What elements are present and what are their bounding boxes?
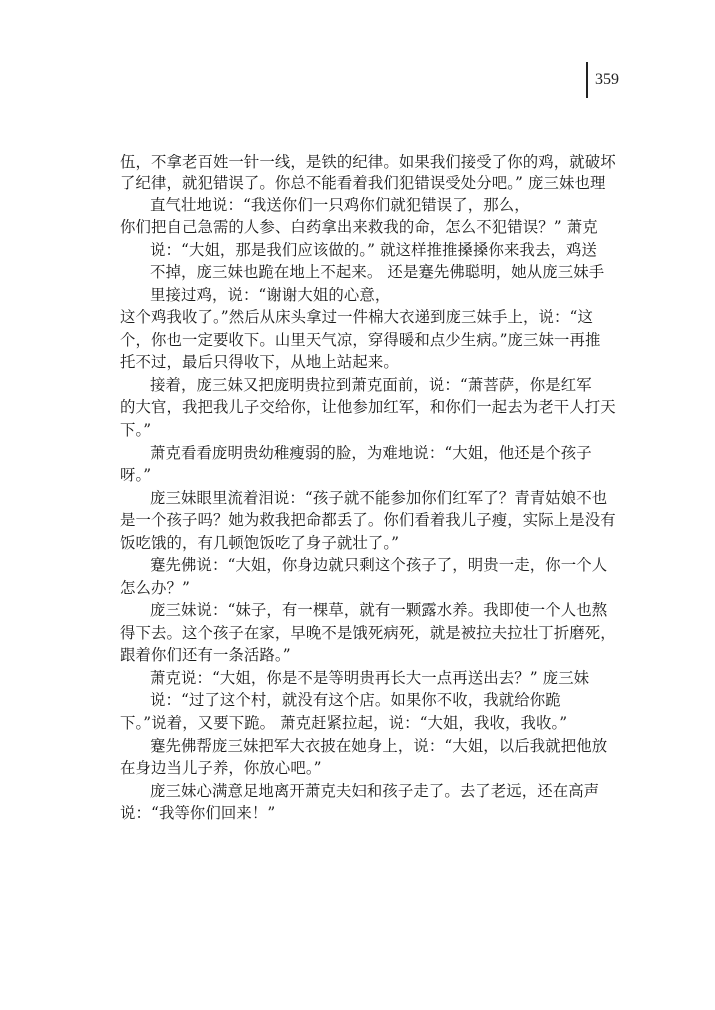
- text-line: 得下去。这个孩子在家，早晚不是饿死病死，就是被拉夫拉壮丁折磨死，: [120, 624, 616, 642]
- text-line: 你们把自己急需的人参、白药拿出来救我的命，怎么不犯错误？” 萧克: [120, 218, 598, 236]
- text-line: 说：“大姐，那是我们应该做的。” 就这样推推搡搡你来我去，鸡送: [150, 241, 597, 259]
- text-line: 下。”说着，又要下跪。 萧克赶紧拉起，说：“大姐，我收，我收。”: [120, 714, 568, 732]
- page-header: [586, 62, 619, 98]
- text-line: 说：“过了这个村，就没有这个店。如果你不收，我就给你跪: [150, 691, 561, 709]
- text-line: 蹇先佛说：“大姐，你身边就只剩这个孩子了，明贵一走，你一个人: [150, 556, 608, 574]
- text-line: 下。”: [120, 421, 152, 439]
- text-line: 怎么办？”: [120, 579, 190, 597]
- text-line: 说：“我等你们回来！”: [120, 804, 276, 822]
- text-line: 这个鸡我收了。”然后从床头拿过一件棉大衣递到庞三妹手上，说：“这: [120, 308, 593, 326]
- text-line: 的大官，我把我儿子交给你，让他参加红军，和你们一起去为老干人打天: [120, 398, 616, 416]
- text-line: 庞三妹心满意足地离开萧克夫妇和孩子走了。去了老远，还在高声: [150, 782, 600, 800]
- text-line: 直气壮地说：“我送你们一只鸡你们就犯错误了，那么，: [150, 196, 530, 214]
- text-line: 了纪律，就犯错误了。你总不能看着我们犯错误受处分吧。” 庞三妹也理: [120, 174, 606, 192]
- text-line: 托不过，最后只得收下，从地上站起来。: [120, 353, 399, 371]
- text-line: 接着，庞三妹又把庞明贵拉到萧克面前，说：“萧菩萨，你是红军: [150, 376, 592, 394]
- text-line: 跟着你们还有一条活路。”: [120, 646, 291, 664]
- text-line: 蹇先佛帮庞三妹把军大衣披在她身上，说：“大姐，以后我就把他放: [150, 737, 608, 755]
- text-line: 庞三妹眼里流着泪说：“孩子就不能参加你们红军了？青青姑娘不也: [150, 489, 608, 507]
- text-line: 个，你也一定要收下。山里天气凉，穿得暖和点少生病。”庞三妹一再推: [120, 331, 601, 349]
- body-text: [0, 152, 715, 852]
- page-number: 359: [595, 71, 619, 88]
- text-line: 是一个孩子吗？她为救我把命都丢了。你们看着我儿子瘦，实际上是没有: [120, 511, 616, 529]
- text-line: 在身边当儿子养，你放心吧。”: [120, 759, 322, 777]
- text-line: 庞三妹说：“妹子，有一棵草，就有一颗露水养。我即使一个人也熬: [150, 601, 608, 619]
- text-line: 不掉，庞三妹也跪在地上不起来。 还是蹇先佛聪明，她从庞三妹手: [150, 263, 605, 281]
- header-divider: [586, 62, 588, 98]
- text-line: 里接过鸡，说：“谢谢大姐的心意，: [150, 286, 391, 304]
- text-line: 饭吃饿的，有几顿饱饭吃了身子就壮了。”: [120, 534, 400, 552]
- text-line: 呀。”: [120, 466, 152, 484]
- text-line: 萧克说：“大姐，你是不是等明贵再长大一点再送出去？” 庞三妹: [150, 669, 590, 687]
- text-line: 伍，不拿老百姓一针一线，是铁的纪律。如果我们接受了你的鸡，就破坏: [120, 153, 616, 171]
- text-line: 萧克看看庞明贵幼稚瘦弱的脸，为难地说：“大姐，他还是个孩子: [150, 444, 592, 462]
